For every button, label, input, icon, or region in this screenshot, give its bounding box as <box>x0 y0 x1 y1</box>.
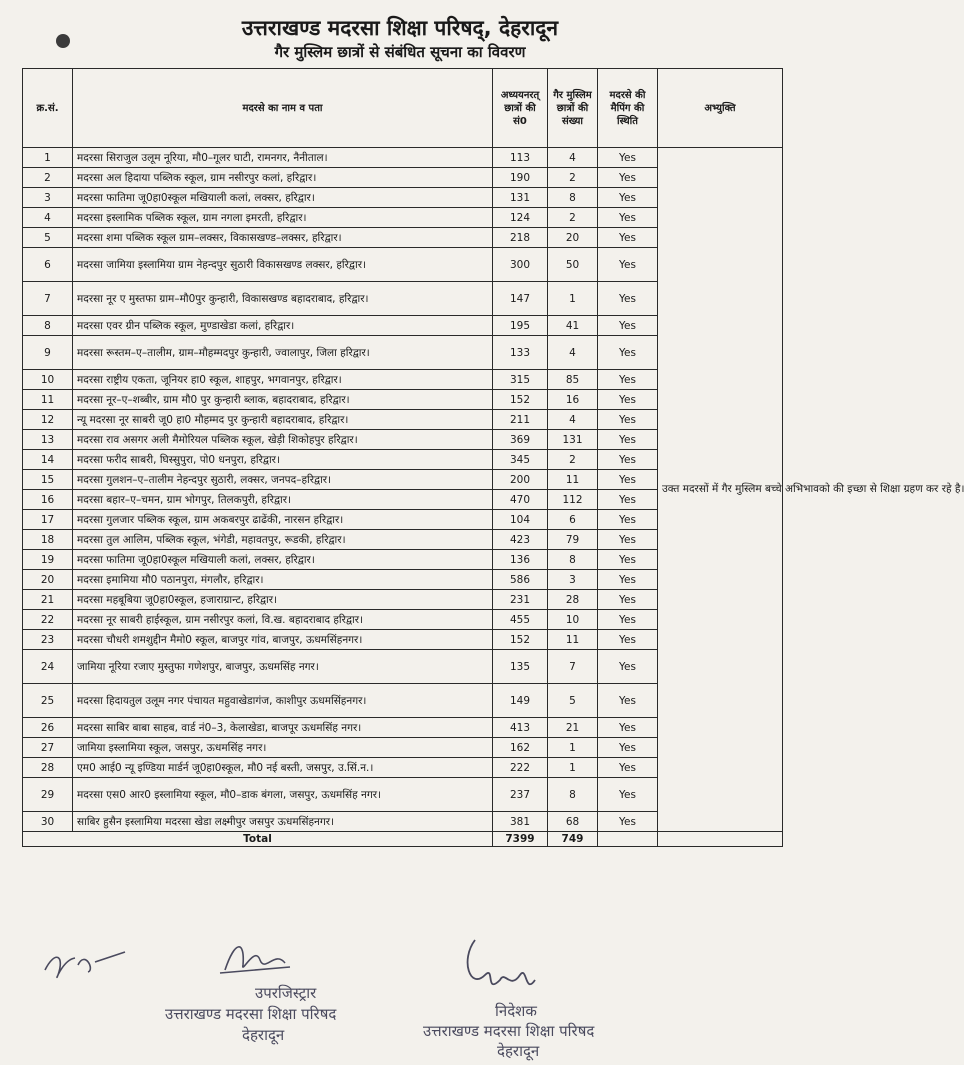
header-remarks: अभ्युक्ति <box>658 69 783 148</box>
row-sno: 10 <box>23 370 73 390</box>
row-non-muslim: 7 <box>548 650 598 684</box>
row-mapping: Yes <box>598 758 658 778</box>
row-mapping: Yes <box>598 450 658 470</box>
row-students: 200 <box>493 470 548 490</box>
row-name: मदरसा एस0 आर0 इस्लामिया स्कूल, मौ0–डाक बंगला, जसपुर, ऊधमसिंह नगर। <box>73 778 493 812</box>
row-sno: 19 <box>23 550 73 570</box>
row-sno: 28 <box>23 758 73 778</box>
right-city: देहरादून <box>497 1042 540 1060</box>
row-name: साबिर हुसैन इस्लामिया मदरसा खेडा लक्ष्मीपुर जसपुर ऊधमसिंहनगर। <box>73 812 493 832</box>
row-students: 113 <box>493 148 548 168</box>
row-non-muslim: 85 <box>548 370 598 390</box>
row-students: 586 <box>493 570 548 590</box>
row-mapping: Yes <box>598 316 658 336</box>
row-students: 237 <box>493 778 548 812</box>
row-sno: 25 <box>23 684 73 718</box>
row-sno: 27 <box>23 738 73 758</box>
row-non-muslim: 1 <box>548 738 598 758</box>
row-mapping: Yes <box>598 188 658 208</box>
row-students: 149 <box>493 684 548 718</box>
row-name: मदरसा शमा पब्लिक स्कूल ग्राम–लक्सर, विकासखण्ड–लक्सर, हरिद्वार। <box>73 228 493 248</box>
row-sno: 23 <box>23 630 73 650</box>
total-row <box>23 832 783 847</box>
row-students: 190 <box>493 168 548 188</box>
header-sno: क्र.सं. <box>23 69 73 148</box>
row-name: मदरसा नूर ए मुस्तफा ग्राम–मौ0पुर कुन्हारी, विकासखण्ड बहादराबाद, हरिद्वार। <box>73 282 493 316</box>
row-sno: 9 <box>23 336 73 370</box>
left-designation: उपरजिस्ट्रार <box>255 984 317 1002</box>
row-sno: 1 <box>23 148 73 168</box>
row-mapping: Yes <box>598 650 658 684</box>
left-org: उत्तराखण्ड मदरसा शिक्षा परिषद <box>165 1005 337 1023</box>
row-non-muslim: 4 <box>548 148 598 168</box>
row-students: 124 <box>493 208 548 228</box>
madrasa-table <box>22 68 964 847</box>
row-mapping: Yes <box>598 228 658 248</box>
row-students: 147 <box>493 282 548 316</box>
row-sno: 30 <box>23 812 73 832</box>
row-mapping: Yes <box>598 470 658 490</box>
row-students: 152 <box>493 630 548 650</box>
row-name: मदरसा जामिया इस्लामिया ग्राम नेहन्दपुर सुठारी विकासखण्ड लक्सर, हरिद्वार। <box>73 248 493 282</box>
row-name: मदरसा राष्ट्रीय एकता, जूनियर हा0 स्कूल, शाहपुर, भगवानपुर, हरिद्वार। <box>73 370 493 390</box>
row-non-muslim: 4 <box>548 410 598 430</box>
row-sno: 13 <box>23 430 73 450</box>
row-mapping: Yes <box>598 430 658 450</box>
row-students: 211 <box>493 410 548 430</box>
row-non-muslim: 11 <box>548 630 598 650</box>
row-mapping: Yes <box>598 812 658 832</box>
header-non-muslim: गैर मुस्लिम छात्रों की संख्या <box>548 69 598 148</box>
row-name: एम0 आई0 न्यू इण्डिया मार्डर्न जू0हा0स्कूल, मौ0 नई बस्ती, जसपुर, उ.सिं.न.। <box>73 758 493 778</box>
row-students: 195 <box>493 316 548 336</box>
row-name: मदरसा महबूबिया जू0हा0स्कूल, हजाराग्रान्ट, हरिद्वार। <box>73 590 493 610</box>
row-non-muslim: 50 <box>548 248 598 282</box>
row-students: 423 <box>493 530 548 550</box>
row-name: मदरसा राव असगर अली मैमोरियल पब्लिक स्कूल, खेड़ी शिकोहपुर हरिद्वार। <box>73 430 493 450</box>
row-students: 381 <box>493 812 548 832</box>
row-students: 300 <box>493 248 548 282</box>
right-designation: निदेशक <box>495 1002 537 1020</box>
table-body <box>23 148 964 832</box>
document-title: उत्तराखण्ड मदरसा शिक्षा परिषद्, देहरादून <box>241 16 559 40</box>
row-non-muslim: 21 <box>548 718 598 738</box>
row-mapping: Yes <box>598 778 658 812</box>
row-name: मदरसा अल हिदाया पब्लिक स्कूल, ग्राम नसीरपुर कलां, हरिद्वार। <box>73 168 493 188</box>
row-students: 231 <box>493 590 548 610</box>
row-mapping: Yes <box>598 610 658 630</box>
row-mapping: Yes <box>598 718 658 738</box>
row-sno: 6 <box>23 248 73 282</box>
row-name: मदरसा नूर साबरी हाईस्कूल, ग्राम नसीरपुर कलां, वि.ख. बहादराबाद हरिद्वार। <box>73 610 493 630</box>
row-sno: 17 <box>23 510 73 530</box>
row-non-muslim: 20 <box>548 228 598 248</box>
row-name: जामिया नूरिया रजाए मुस्तुफा गणेशपुर, बाजपुर, ऊधमसिंह नगर। <box>73 650 493 684</box>
row-students: 135 <box>493 650 548 684</box>
row-name: मदरसा फरीद साबरी, घिस्सुपुरा, पो0 धनपुरा, हरिद्वार। <box>73 450 493 470</box>
row-mapping: Yes <box>598 370 658 390</box>
header-mapping: मदरसे की मैपिंग की स्थिति <box>598 69 658 148</box>
row-non-muslim: 2 <box>548 168 598 188</box>
row-non-muslim: 2 <box>548 208 598 228</box>
table-row <box>23 148 783 168</box>
row-non-muslim: 4 <box>548 336 598 370</box>
row-mapping: Yes <box>598 248 658 282</box>
row-name: मदरसा नूर–ए–शब्बीर, ग्राम मौ0 पुर कुन्हारी ब्लाक, बहादराबाद, हरिद्वार। <box>73 390 493 410</box>
row-sno: 7 <box>23 282 73 316</box>
row-name: मदरसा बहार–ए–चमन, ग्राम भोगपुर, तिलकपुरी, हरिद्वार। <box>73 490 493 510</box>
row-non-muslim: 8 <box>548 778 598 812</box>
row-mapping: Yes <box>598 282 658 316</box>
row-name: मदरसा इस्लामिक पब्लिक स्कूल, ग्राम नगला इमरती, हरिद्वार। <box>73 208 493 228</box>
row-mapping: Yes <box>598 410 658 430</box>
row-sno: 12 <box>23 410 73 430</box>
row-mapping: Yes <box>598 590 658 610</box>
right-org: उत्तराखण्ड मदरसा शिक्षा परिषद <box>423 1022 595 1040</box>
row-students: 369 <box>493 430 548 450</box>
row-name: मदरसा चौधरी शमशुद्दीन मैमो0 स्कूल, बाजपुर गांव, बाजपुर, ऊधमसिंहनगर। <box>73 630 493 650</box>
row-non-muslim: 79 <box>548 530 598 550</box>
row-non-muslim: 5 <box>548 684 598 718</box>
row-mapping: Yes <box>598 390 658 410</box>
row-non-muslim: 16 <box>548 390 598 410</box>
row-name: मदरसा साबिर बाबा साहब, वार्ड नं0–3, केलाखेडा, बाजपूर ऊधमसिंह नगर। <box>73 718 493 738</box>
row-mapping: Yes <box>598 336 658 370</box>
row-name: मदरसा फातिमा जू0हा0स्कूल मखियाली कलां, लक्सर, हरिद्वार। <box>73 188 493 208</box>
row-name: मदरसा हिदायतुल उलूम नगर पंचायत महुवाखेडागंज, काशीपुर ऊधमसिंहनगर। <box>73 684 493 718</box>
total-label: Total <box>23 832 493 847</box>
row-name: मदरसा गुलजार पब्लिक स्कूल, ग्राम अकबरपुर ढाढेंकी, नारसन हरिद्वार। <box>73 510 493 530</box>
total-empty-cell <box>658 832 783 847</box>
row-students: 345 <box>493 450 548 470</box>
row-sno: 24 <box>23 650 73 684</box>
left-signature <box>215 935 295 980</box>
row-sno: 16 <box>23 490 73 510</box>
row-students: 131 <box>493 188 548 208</box>
row-non-muslim: 41 <box>548 316 598 336</box>
row-name: जामिया इस्लामिया स्कूल, जसपुर, ऊधमसिंह नगर। <box>73 738 493 758</box>
row-name: मदरसा फातिमा जू0हा0स्कूल मखियाली कलां, लक्सर, हरिद्वार। <box>73 550 493 570</box>
row-students: 104 <box>493 510 548 530</box>
row-sno: 11 <box>23 390 73 410</box>
document-subtitle: गैर मुस्लिम छात्रों से संबंधित सूचना का विवरण <box>274 43 526 61</box>
row-students: 152 <box>493 390 548 410</box>
row-mapping: Yes <box>598 550 658 570</box>
row-name: मदरसा रूस्तम–ए–तालीम, ग्राम–मौहम्मदपुर कुन्हारी, ज्वालापुर, जिला हरिद्वार। <box>73 336 493 370</box>
row-mapping: Yes <box>598 490 658 510</box>
row-mapping: Yes <box>598 738 658 758</box>
row-sno: 29 <box>23 778 73 812</box>
row-mapping: Yes <box>598 148 658 168</box>
row-sno: 4 <box>23 208 73 228</box>
row-name: मदरसा सिराजुल उलूम नूरिया, मौ0–गूलर घाटी, रामनगर, नैनीताल। <box>73 148 493 168</box>
header-students: अध्ययनरत् छात्रों की सं0 <box>493 69 548 148</box>
row-non-muslim: 1 <box>548 282 598 316</box>
row-non-muslim: 28 <box>548 590 598 610</box>
row-sno: 14 <box>23 450 73 470</box>
row-mapping: Yes <box>598 168 658 188</box>
row-non-muslim: 112 <box>548 490 598 510</box>
total-non-muslim: 749 <box>548 832 598 847</box>
row-name: न्यू मदरसा नूर साबरी जू0 हा0 मौहम्मद पुर कुन्हारी बहादराबाद, हरिद्वार। <box>73 410 493 430</box>
row-non-muslim: 1 <box>548 758 598 778</box>
row-sno: 15 <box>23 470 73 490</box>
row-mapping: Yes <box>598 208 658 228</box>
row-non-muslim: 131 <box>548 430 598 450</box>
row-students: 133 <box>493 336 548 370</box>
row-sno: 5 <box>23 228 73 248</box>
row-non-muslim: 10 <box>548 610 598 630</box>
row-sno: 21 <box>23 590 73 610</box>
total-students: 7399 <box>493 832 548 847</box>
row-non-muslim: 68 <box>548 812 598 832</box>
row-non-muslim: 11 <box>548 470 598 490</box>
row-mapping: Yes <box>598 630 658 650</box>
row-sno: 2 <box>23 168 73 188</box>
header-name: मदरसे का नाम व पता <box>73 69 493 148</box>
row-sno: 22 <box>23 610 73 630</box>
row-mapping: Yes <box>598 530 658 550</box>
row-students: 222 <box>493 758 548 778</box>
row-non-muslim: 8 <box>548 188 598 208</box>
remarks-cell: उक्त मदरसों में गैर मुस्लिम बच्चे अभिभावको की इच्छा से शिक्षा ग्रहण कर रहे है। <box>658 148 783 832</box>
total-empty-cell <box>598 832 658 847</box>
row-sno: 18 <box>23 530 73 550</box>
initials-signature <box>40 940 130 990</box>
row-mapping: Yes <box>598 684 658 718</box>
row-name: मदरसा एवर ग्रीन पब्लिक स्कूल, मुण्डाखेडा कलां, हरिद्वार। <box>73 316 493 336</box>
row-students: 413 <box>493 718 548 738</box>
row-non-muslim: 3 <box>548 570 598 590</box>
row-students: 162 <box>493 738 548 758</box>
row-name: मदरसा इमामिया मौ0 पठानपुरा, मंगलौर, हरिद्वार। <box>73 570 493 590</box>
row-sno: 8 <box>23 316 73 336</box>
row-non-muslim: 8 <box>548 550 598 570</box>
row-name: मदरसा गुलशन–ए–तालीम नेहन्दपुर सुठारी, लक्सर, जनपद–हरिद्वार। <box>73 470 493 490</box>
row-mapping: Yes <box>598 570 658 590</box>
row-students: 136 <box>493 550 548 570</box>
row-non-muslim: 2 <box>548 450 598 470</box>
row-mapping: Yes <box>598 510 658 530</box>
row-students: 315 <box>493 370 548 390</box>
right-signature <box>455 935 545 1010</box>
row-sno: 20 <box>23 570 73 590</box>
row-sno: 3 <box>23 188 73 208</box>
left-city: देहरादून <box>242 1026 285 1044</box>
row-non-muslim: 6 <box>548 510 598 530</box>
row-name: मदरसा तुल आलिम, पब्लिक स्कूल, भंगेडी, महावतपुर, रूडकी, हरिद्वार। <box>73 530 493 550</box>
row-students: 470 <box>493 490 548 510</box>
row-students: 455 <box>493 610 548 630</box>
row-students: 218 <box>493 228 548 248</box>
row-sno: 26 <box>23 718 73 738</box>
